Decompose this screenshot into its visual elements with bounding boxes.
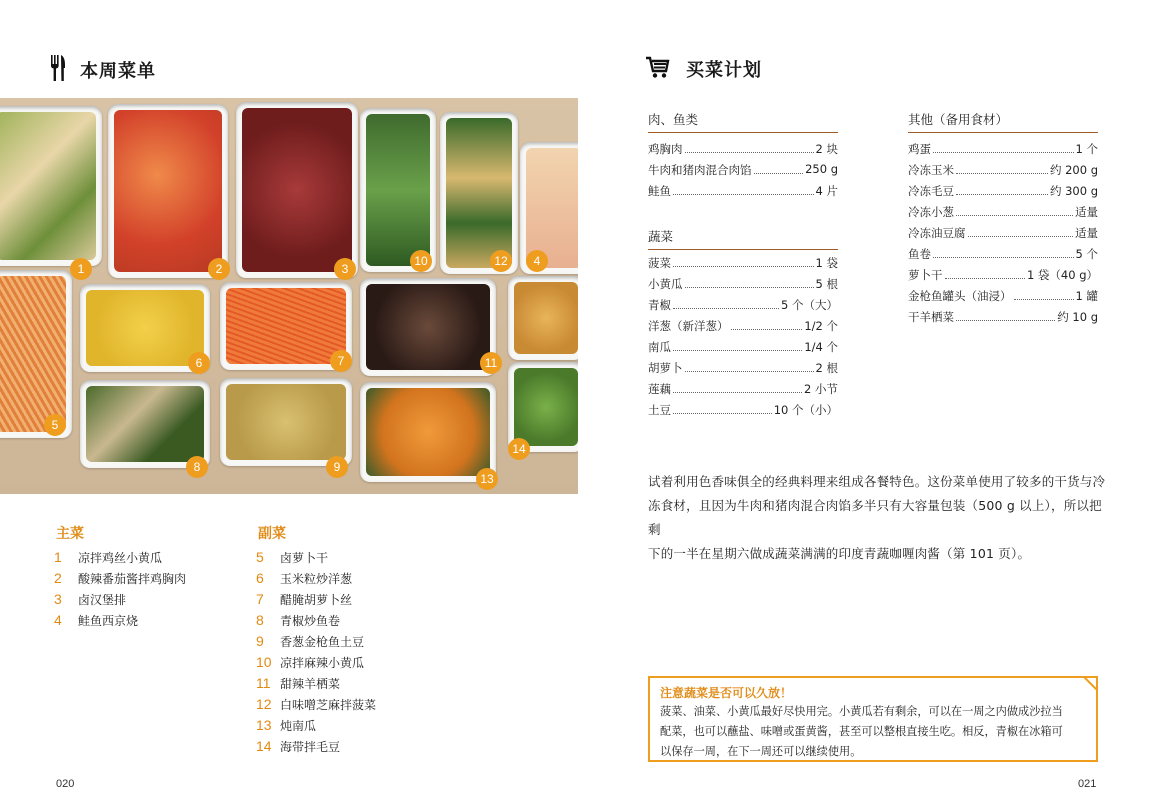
description-paragraph bbox=[648, 470, 1108, 566]
list-item: 3 卤汉堡排 bbox=[54, 591, 127, 607]
folded-corner-icon bbox=[1084, 676, 1098, 690]
dish-container bbox=[440, 112, 518, 274]
dish-container bbox=[360, 108, 436, 272]
tip-body bbox=[660, 702, 1080, 762]
dish-number-badge: 10 bbox=[410, 250, 432, 272]
paragraph-line: 试着利用色香味俱全的经典料理来组成各餐特色。这份菜单使用了较多的干货与冷 bbox=[648, 474, 1106, 489]
list-item: 9 香葱金枪鱼土豆 bbox=[256, 633, 365, 649]
list-item: 12 白味噌芝麻拌菠菜 bbox=[256, 696, 377, 712]
dish-container bbox=[108, 104, 228, 278]
shopping-item: 冷冻毛豆 约 300 g bbox=[908, 184, 1098, 198]
list-item: 5 卤萝卜干 bbox=[256, 549, 329, 565]
paragraph-line: 下的一半在星期六做成蔬菜满满的印度青蔬咖喱肉酱（第 101 页）。 bbox=[648, 546, 1031, 561]
menu-title: 本周菜单 bbox=[80, 61, 156, 82]
dish-number-badge: 9 bbox=[326, 456, 348, 478]
list-item: 6 玉米粒炒洋葱 bbox=[256, 570, 353, 586]
dish-number-badge: 3 bbox=[334, 258, 356, 280]
shopping-item: 青椒 5 个（大） bbox=[648, 298, 838, 312]
tip-line: 菠菜、油菜、小黄瓜最好尽快用完。小黄瓜若有剩余，可以在一周之内做成沙拉当 bbox=[660, 705, 1063, 718]
list-item: 4 鲑鱼西京烧 bbox=[54, 612, 139, 628]
dish-container bbox=[360, 278, 496, 376]
list-item: 10 凉拌麻辣小黄瓜 bbox=[256, 654, 365, 670]
shopping-item: 萝卜干 1 袋（40 g） bbox=[908, 268, 1098, 282]
side-dishes-heading: 副菜 bbox=[258, 526, 286, 542]
others-heading: 其他（备用食材） bbox=[908, 110, 1098, 133]
shopping-item: 干羊栖菜 约 10 g bbox=[908, 310, 1098, 324]
tip-line: 以保存一周，在下一周还可以继续使用。 bbox=[660, 745, 862, 758]
list-item: 7 醋腌胡萝卜丝 bbox=[256, 591, 353, 607]
dish-number-badge: 14 bbox=[508, 438, 530, 460]
dish-container bbox=[0, 106, 102, 266]
tip-box bbox=[648, 676, 1098, 762]
dish-container bbox=[220, 378, 352, 466]
dish-number-badge: 4 bbox=[526, 250, 548, 272]
dish-number-badge: 11 bbox=[480, 352, 502, 374]
main-dishes-heading: 主菜 bbox=[56, 526, 84, 542]
dish-container bbox=[236, 102, 358, 278]
dish-number-badge: 5 bbox=[44, 414, 66, 436]
dish-number-badge: 13 bbox=[476, 468, 498, 490]
shopping-item: 莲藕 2 小节 bbox=[648, 382, 838, 396]
shopping-plan-title: 买菜计划 bbox=[686, 60, 762, 81]
shopping-item: 南瓜 1/4 个 bbox=[648, 340, 838, 354]
shopping-item: 鲑鱼 4 片 bbox=[648, 184, 838, 198]
dish-container bbox=[360, 382, 496, 482]
shopping-item: 鸡胸肉 2 块 bbox=[648, 142, 838, 156]
dish-container bbox=[80, 380, 210, 468]
dish-number-badge: 6 bbox=[188, 352, 210, 374]
page-number: 021 bbox=[1078, 778, 1097, 790]
vegetables-heading: 蔬菜 bbox=[648, 227, 838, 250]
shopping-item: 胡萝卜 2 根 bbox=[648, 361, 838, 375]
tip-title: 注意蔬菜是否可以久放！ bbox=[660, 686, 793, 700]
shopping-item: 牛肉和猪肉混合肉馅 250 g bbox=[648, 162, 838, 177]
shopping-item: 鱼卷 5 个 bbox=[908, 247, 1098, 261]
dish-container bbox=[508, 276, 578, 360]
list-item: 11 甜辣羊栖菜 bbox=[256, 675, 341, 691]
list-item: 8 青椒炒鱼卷 bbox=[256, 612, 341, 628]
list-item: 14 海带拌毛豆 bbox=[256, 738, 341, 754]
shopping-cart-icon bbox=[646, 55, 670, 83]
shopping-item: 金枪鱼罐头（油浸） 1 罐 bbox=[908, 289, 1098, 303]
fork-knife-icon bbox=[50, 55, 66, 85]
dish-number-badge: 2 bbox=[208, 258, 230, 280]
shopping-item: 冷冻油豆腐 适量 bbox=[908, 226, 1098, 240]
shopping-item: 冷冻玉米 约 200 g bbox=[908, 163, 1098, 177]
shopping-item: 小黄瓜 5 根 bbox=[648, 277, 838, 291]
list-item: 13 炖南瓜 bbox=[256, 717, 317, 733]
paragraph-line: 冻食材，且因为牛肉和猪肉混合肉馅多半只有大容量包装（500 g 以上），所以把剩 bbox=[648, 498, 1102, 537]
dish-number-badge: 12 bbox=[490, 250, 512, 272]
dish-number-badge: 7 bbox=[330, 350, 352, 372]
dish-number-badge: 1 bbox=[70, 258, 92, 280]
dish-container bbox=[0, 270, 72, 438]
page-number: 020 bbox=[56, 778, 75, 790]
food-photo bbox=[0, 98, 578, 494]
list-item: 1 凉拌鸡丝小黄瓜 bbox=[54, 549, 163, 565]
dish-number-badge: 8 bbox=[186, 456, 208, 478]
meat-fish-heading: 肉、鱼类 bbox=[648, 110, 838, 133]
list-item: 2 酸辣番茄酱拌鸡胸肉 bbox=[54, 570, 187, 586]
shopping-item: 鸡蛋 1 个 bbox=[908, 142, 1098, 156]
shopping-item: 冷冻小葱 适量 bbox=[908, 205, 1098, 219]
tip-line: 配菜，也可以蘸盐、味噌或蛋黄酱，甚至可以整根直接生吃。相反，青椒在冰箱可 bbox=[660, 725, 1063, 738]
shopping-item: 洋葱（新洋葱） 1/2 个 bbox=[648, 319, 838, 333]
shopping-item: 土豆 10 个（小） bbox=[648, 403, 838, 417]
shopping-item: 菠菜 1 袋 bbox=[648, 256, 838, 270]
